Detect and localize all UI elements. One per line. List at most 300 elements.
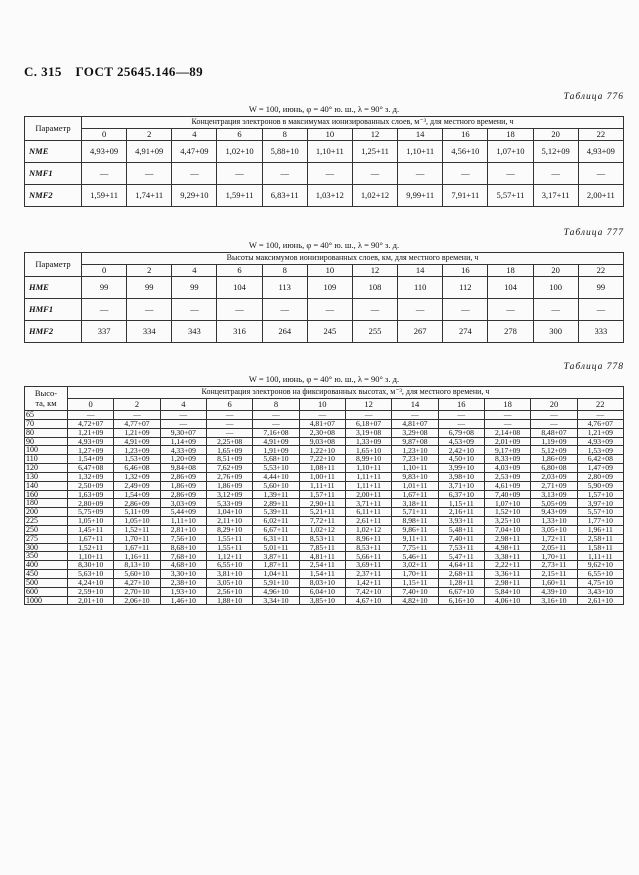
table-777-block — [24, 228, 624, 343]
table-row — [25, 570, 624, 579]
data-table — [24, 386, 624, 605]
row-label: 200 — [25, 508, 68, 517]
table-cell: — — [206, 411, 252, 420]
table-cell: — — [82, 299, 127, 321]
table-cell: — — [533, 163, 578, 185]
table-cell: 5,12+09 — [531, 446, 577, 455]
table-cell: 2,86+09 — [160, 472, 206, 481]
table-cell: 1,86+09 — [531, 455, 577, 464]
table-cell: 1,54+11 — [299, 570, 345, 579]
table-row — [25, 437, 624, 446]
group-header: Высоты максимумов ионизированных слоев, км, для местного времени, ч — [82, 253, 624, 265]
table-cell: 4,67+10 — [345, 596, 391, 605]
table-cell: 1,72+11 — [531, 534, 577, 543]
table-cell: 110 — [398, 277, 443, 299]
table-cell: 1,32+09 — [68, 472, 114, 481]
table-cell: 278 — [488, 321, 533, 343]
table-cell: 1,21+09 — [114, 428, 160, 437]
table-number: Таблица 777 — [563, 228, 624, 238]
table-row — [25, 455, 624, 464]
table-cell: 1,57+10 — [577, 490, 623, 499]
table-row — [25, 552, 624, 561]
table-cell: 1,88+10 — [206, 596, 252, 605]
table-cell: — — [217, 299, 262, 321]
table-cell: 1,32+09 — [114, 472, 160, 481]
hour-header: 4 — [172, 264, 217, 276]
hour-header: 20 — [533, 264, 578, 276]
hour-header: 12 — [345, 398, 391, 410]
table-cell: 8,30+10 — [68, 561, 114, 570]
table-cell: 3,05+10 — [531, 525, 577, 534]
table-cell: 2,58+11 — [577, 534, 623, 543]
table-cell: 264 — [262, 321, 307, 343]
table-cell: 2,81+10 — [160, 525, 206, 534]
table-cell: 5,88+10 — [262, 141, 307, 163]
table-cell: 4,50+10 — [438, 455, 484, 464]
table-cell: 3,69+11 — [345, 561, 391, 570]
table-cell: 1,53+09 — [114, 455, 160, 464]
hour-header: 16 — [443, 128, 488, 140]
hour-header: 16 — [443, 264, 488, 276]
table-cell: 1,96+11 — [577, 525, 623, 534]
table-cell: 2,73+11 — [531, 561, 577, 570]
table-cell: 109 — [307, 277, 352, 299]
table-cell: 5,90+09 — [577, 481, 623, 490]
table-cell: 1,27+09 — [68, 446, 114, 455]
table-cell: — — [206, 428, 252, 437]
table-cell: 1,11+10 — [160, 517, 206, 526]
table-cell: 1,10+11 — [68, 552, 114, 561]
table-cell: 1,22+10 — [299, 446, 345, 455]
table-cell: 5,01+11 — [253, 543, 299, 552]
table-cell: 6,16+10 — [438, 596, 484, 605]
table-cell: 3,36+11 — [484, 570, 530, 579]
table-cell: 7,62+09 — [206, 464, 252, 473]
table-cell: 2,03+09 — [531, 472, 577, 481]
table-cell: 6,47+08 — [68, 464, 114, 473]
table-cell: 2,22+11 — [484, 561, 530, 570]
table-cell: 4,81+07 — [299, 419, 345, 428]
table-cell: 4,93+09 — [578, 141, 623, 163]
table-cell: 9,86+11 — [392, 525, 438, 534]
table-cell: 1,70+11 — [531, 552, 577, 561]
table-caption: W = 100, июнь, φ = 40° ю. ш., λ = 90° з. д. — [248, 240, 400, 250]
row-label: 130 — [25, 472, 68, 481]
table-cell: 1,52+10 — [484, 508, 530, 517]
table-cell: 1,21+09 — [577, 428, 623, 437]
table-cell: 4,64+11 — [438, 561, 484, 570]
table-caption: W = 100, июнь, φ = 40° ю. ш., λ = 90° з. д. — [248, 104, 400, 114]
table-cell: 1,11+11 — [345, 472, 391, 481]
table-cell: 9,84+08 — [160, 464, 206, 473]
table-cell: 337 — [82, 321, 127, 343]
hour-header: 16 — [438, 398, 484, 410]
table-cell: — — [438, 419, 484, 428]
table-cell: 1,39+11 — [253, 490, 299, 499]
table-cell: 5,91+10 — [253, 578, 299, 587]
hour-header: 0 — [82, 128, 127, 140]
table-cell: — — [398, 163, 443, 185]
table-cell: 4,96+10 — [253, 587, 299, 596]
table-cell: 5,57+11 — [488, 185, 533, 207]
table-cell: 4,47+09 — [172, 141, 217, 163]
table-cell: 6,67+11 — [253, 525, 299, 534]
table-cell: 343 — [172, 321, 217, 343]
row-label: 500 — [25, 578, 68, 587]
hour-header: 22 — [577, 398, 623, 410]
table-cell: 2,49+09 — [114, 481, 160, 490]
table-cell: 3,97+10 — [577, 499, 623, 508]
table-cell: 4,93+09 — [82, 141, 127, 163]
table-body — [25, 411, 624, 605]
table-cell: 1,07+10 — [484, 499, 530, 508]
table-cell: 1,02+12 — [345, 525, 391, 534]
table-cell: 3,85+10 — [299, 596, 345, 605]
table-cell: 3,17+11 — [533, 185, 578, 207]
table-cell: — — [578, 299, 623, 321]
table-cell: 6,80+08 — [531, 464, 577, 473]
hour-header: 4 — [172, 128, 217, 140]
table-cell: 1,54+09 — [114, 490, 160, 499]
table-cell: — — [484, 411, 530, 420]
table-cell: 1,11+11 — [345, 481, 391, 490]
table-cell: 3,87+11 — [253, 552, 299, 561]
table-cell: 4,91+09 — [127, 141, 172, 163]
table-row — [25, 428, 624, 437]
table-cell: — — [398, 299, 443, 321]
table-cell: 2,01+09 — [484, 437, 530, 446]
table-cell: 1,42+11 — [345, 578, 391, 587]
table-cell: — — [68, 411, 114, 420]
table-row — [25, 499, 624, 508]
table-cell: 1,00+11 — [299, 472, 345, 481]
row-label: 180 — [25, 499, 68, 508]
table-cell: 1,45+11 — [68, 525, 114, 534]
table-cell: 4,44+10 — [253, 472, 299, 481]
table-cell: 7,16+08 — [253, 428, 299, 437]
table-cell: 5,66+11 — [345, 552, 391, 561]
table-cell: 1,65+10 — [345, 446, 391, 455]
table-cell: 3,05+10 — [206, 578, 252, 587]
table-cell: 1,04+10 — [206, 508, 252, 517]
table-cell: 3,99+10 — [438, 464, 484, 473]
row-label: 140 — [25, 481, 68, 490]
hour-header: 2 — [114, 398, 160, 410]
table-cell: 2,86+09 — [160, 490, 206, 499]
table-cell: — — [206, 419, 252, 428]
table-cell: 1,58+11 — [577, 543, 623, 552]
table-cell: 1,52+11 — [68, 543, 114, 552]
table-cell: 5,21+11 — [299, 508, 345, 517]
table-cell: 2,76+09 — [206, 472, 252, 481]
hour-header: 14 — [398, 264, 443, 276]
table-cell: 4,72+07 — [68, 419, 114, 428]
table-cell: 8,03+10 — [299, 578, 345, 587]
row-label: 400 — [25, 561, 68, 570]
param-header: Высо- та, км — [25, 387, 68, 411]
table-cell: 2,25+08 — [206, 437, 252, 446]
table-776-block — [24, 92, 624, 207]
table-cell: 100 — [533, 277, 578, 299]
hour-header: 18 — [488, 128, 533, 140]
table-row — [25, 561, 624, 570]
table-cell: 1,11+11 — [577, 552, 623, 561]
table-cell: 7,53+11 — [438, 543, 484, 552]
table-cell: 6,55+10 — [577, 570, 623, 579]
table-row — [25, 446, 624, 455]
table-cell: — — [392, 411, 438, 420]
table-cell: — — [352, 163, 397, 185]
table-cell: 1,86+09 — [206, 481, 252, 490]
table-cell: 1,55+11 — [206, 534, 252, 543]
table-cell: — — [262, 299, 307, 321]
table-cell: 8,98+11 — [392, 517, 438, 526]
table-cell: — — [488, 163, 533, 185]
table-cell: 1,63+09 — [68, 490, 114, 499]
table-cell: 6,02+11 — [253, 517, 299, 526]
table-778-block — [24, 362, 624, 605]
table-row — [25, 587, 624, 596]
table-cell: 2,30+08 — [299, 428, 345, 437]
hour-header: 4 — [160, 398, 206, 410]
table-cell: 7,42+10 — [345, 587, 391, 596]
table-cell: 1,47+09 — [577, 464, 623, 473]
hour-header: 22 — [578, 264, 623, 276]
table-cell: 3,93+11 — [438, 517, 484, 526]
table-cell: 1,23+10 — [392, 446, 438, 455]
table-cell: 4,77+07 — [114, 419, 160, 428]
table-cell: 2,37+11 — [345, 570, 391, 579]
table-cell: 4,75+10 — [577, 578, 623, 587]
table-cell: 255 — [352, 321, 397, 343]
table-cell: 1,57+11 — [299, 490, 345, 499]
hour-header: 10 — [307, 128, 352, 140]
table-cell: 1,23+09 — [114, 446, 160, 455]
header-row — [25, 117, 624, 129]
standard-number: ГОСТ 25645.146—89 — [75, 64, 204, 79]
table-cell: 2,86+09 — [114, 499, 160, 508]
param-header: Параметр — [25, 117, 82, 141]
table-cell: 3,30+10 — [160, 570, 206, 579]
table-cell: 2,00+11 — [345, 490, 391, 499]
table-cell: 3,43+10 — [577, 587, 623, 596]
table-row — [25, 321, 624, 343]
table-cell: 7,75+11 — [392, 543, 438, 552]
param-header: Параметр — [25, 253, 82, 277]
table-cell: 7,40+11 — [438, 534, 484, 543]
table-cell: 7,72+11 — [299, 517, 345, 526]
table-cell: 1,07+10 — [488, 141, 533, 163]
table-cell: 1,67+11 — [392, 490, 438, 499]
table-cell: 2,15+11 — [531, 570, 577, 579]
table-cell: 333 — [578, 321, 623, 343]
table-cell: 7,04+10 — [484, 525, 530, 534]
hour-header: 8 — [262, 128, 307, 140]
row-label: 110 — [25, 455, 68, 464]
hour-header: 14 — [392, 398, 438, 410]
table-cell: — — [484, 419, 530, 428]
table-cell: 1,33+10 — [531, 517, 577, 526]
table-cell: 2,00+11 — [578, 185, 623, 207]
table-cell: 5,57+10 — [577, 508, 623, 517]
table-cell: 1,20+09 — [160, 455, 206, 464]
table-cell: 5,60+10 — [114, 570, 160, 579]
table-cell: — — [345, 411, 391, 420]
row-label: NMF1 — [25, 163, 82, 185]
table-cell: 300 — [533, 321, 578, 343]
table-row — [25, 464, 624, 473]
table-cell: — — [262, 163, 307, 185]
table-cell: 4,39+10 — [531, 587, 577, 596]
table-cell: 1,08+11 — [299, 464, 345, 473]
table-cell: 1,04+11 — [253, 570, 299, 579]
table-cell: 2,80+09 — [577, 472, 623, 481]
hour-header: 14 — [398, 128, 443, 140]
table-row — [25, 578, 624, 587]
row-label: 90 — [25, 437, 68, 446]
table-cell: 4,68+10 — [160, 561, 206, 570]
hour-header: 22 — [578, 128, 623, 140]
table-cell: 7,40+10 — [392, 587, 438, 596]
hour-header: 10 — [299, 398, 345, 410]
table-row — [25, 472, 624, 481]
table-cell: 8,33+09 — [484, 455, 530, 464]
table-cell: 9,17+09 — [484, 446, 530, 455]
table-row — [25, 596, 624, 605]
table-cell: 1,15+11 — [392, 578, 438, 587]
table-cell: 1,52+11 — [114, 525, 160, 534]
row-label: NME — [25, 141, 82, 163]
table-cell: 1,11+11 — [299, 481, 345, 490]
row-label: 160 — [25, 490, 68, 499]
row-label: 120 — [25, 464, 68, 473]
table-cell: 5,12+09 — [533, 141, 578, 163]
table-cell: 3,71+11 — [345, 499, 391, 508]
table-cell: 3,98+10 — [438, 472, 484, 481]
row-label: 450 — [25, 570, 68, 579]
table-cell: 3,71+10 — [438, 481, 484, 490]
table-cell: 2,90+11 — [299, 499, 345, 508]
table-cell: 7,22+10 — [299, 455, 345, 464]
hour-header: 18 — [484, 398, 530, 410]
table-cell: 99 — [172, 277, 217, 299]
row-label: 225 — [25, 517, 68, 526]
table-cell: 5,39+11 — [253, 508, 299, 517]
table-cell: 4,06+10 — [484, 596, 530, 605]
table-cell: 5,47+11 — [438, 552, 484, 561]
header-row — [25, 253, 624, 265]
table-cell: 5,33+09 — [206, 499, 252, 508]
table-cell: 3,81+10 — [206, 570, 252, 579]
table-cell: 1,74+11 — [127, 185, 172, 207]
table-cell: 1,19+09 — [531, 437, 577, 446]
table-row — [25, 517, 624, 526]
table-cell: 1,28+11 — [438, 578, 484, 587]
table-row — [25, 299, 624, 321]
table-row — [25, 185, 624, 207]
table-cell: 2,06+10 — [114, 596, 160, 605]
table-cell: 2,71+09 — [531, 481, 577, 490]
table-cell: 4,93+09 — [68, 437, 114, 446]
table-cell: 2,70+10 — [114, 587, 160, 596]
table-cell: 4,53+09 — [438, 437, 484, 446]
table-cell: 4,98+11 — [484, 543, 530, 552]
table-cell: — — [217, 163, 262, 185]
table-cell: 1,21+09 — [68, 428, 114, 437]
table-head — [25, 117, 624, 141]
table-cell: 4,81+11 — [299, 552, 345, 561]
table-body — [25, 277, 624, 343]
row-label: 1000 — [25, 596, 68, 605]
table-cell: — — [443, 163, 488, 185]
table-cell: 3,13+09 — [531, 490, 577, 499]
table-cell: 7,40+09 — [484, 490, 530, 499]
table-cell: 6,37+10 — [438, 490, 484, 499]
table-cell: 9,30+07 — [160, 428, 206, 437]
table-row — [25, 411, 624, 420]
table-cell: — — [82, 163, 127, 185]
table-cell: 2,80+09 — [68, 499, 114, 508]
table-cell: — — [577, 411, 623, 420]
table-cell: 2,38+10 — [160, 578, 206, 587]
table-cell: — — [531, 411, 577, 420]
table-cell: — — [307, 163, 352, 185]
table-cell: 6,55+10 — [206, 561, 252, 570]
table-cell: 9,87+08 — [392, 437, 438, 446]
table-cell: — — [531, 419, 577, 428]
table-cell: 1,91+09 — [253, 446, 299, 455]
table-cell: 2,01+10 — [68, 596, 114, 605]
hour-header: 2 — [127, 264, 172, 276]
row-label: 65 — [25, 411, 68, 420]
table-cell: 4,76+07 — [577, 419, 623, 428]
data-table — [24, 116, 624, 207]
table-cell: 8,53+11 — [299, 534, 345, 543]
table-row — [25, 277, 624, 299]
hour-header: 20 — [531, 398, 577, 410]
table-cell: 104 — [217, 277, 262, 299]
table-cell: 1,03+12 — [307, 185, 352, 207]
hour-header: 12 — [352, 264, 397, 276]
table-caption: W = 100, июнь, φ = 40° ю. ш., λ = 90° з. д. — [248, 374, 400, 384]
table-cell: 112 — [443, 277, 488, 299]
table-cell: 2,53+09 — [484, 472, 530, 481]
table-cell: — — [533, 299, 578, 321]
table-cell: 8,48+07 — [531, 428, 577, 437]
table-cell: 1,01+11 — [392, 481, 438, 490]
table-cell: 1,59+11 — [82, 185, 127, 207]
hour-header: 0 — [82, 264, 127, 276]
table-cell: 108 — [352, 277, 397, 299]
table-cell: — — [307, 299, 352, 321]
table-cell: 1,54+09 — [68, 455, 114, 464]
hour-header: 8 — [262, 264, 307, 276]
row-label: 80 — [25, 428, 68, 437]
table-cell: 1,86+09 — [160, 481, 206, 490]
table-cell: — — [172, 299, 217, 321]
hour-header: 18 — [488, 264, 533, 276]
table-cell: 334 — [127, 321, 172, 343]
table-cell: 7,56+10 — [160, 534, 206, 543]
hour-header: 2 — [127, 128, 172, 140]
table-cell: 4,91+09 — [114, 437, 160, 446]
hour-header: 0 — [68, 398, 114, 410]
table-cell: 2,16+11 — [438, 508, 484, 517]
table-head — [25, 387, 624, 411]
table-cell: 1,12+11 — [206, 552, 252, 561]
table-cell: 1,10+11 — [307, 141, 352, 163]
table-cell: — — [443, 299, 488, 321]
